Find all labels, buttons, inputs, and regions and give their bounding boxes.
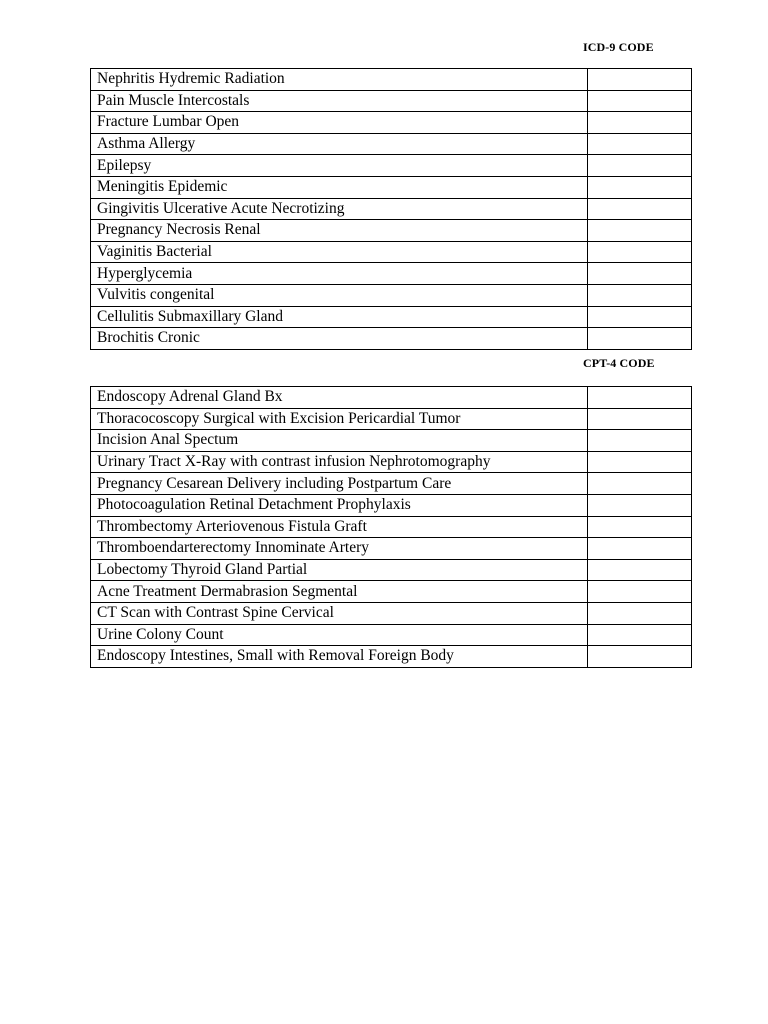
icd9-description-cell: Hyperglycemia <box>91 263 588 285</box>
icd9-code-cell[interactable] <box>588 176 692 198</box>
cpt4-code-heading: CPT-4 CODE <box>583 356 655 370</box>
cpt4-code-cell[interactable] <box>588 538 692 560</box>
icd9-table-body <box>91 69 692 350</box>
cpt4-description-cell: Thrombectomy Arteriovenous Fistula Graft <box>91 516 588 538</box>
cpt4-table-row <box>91 494 692 516</box>
icd9-description-cell: Pain Muscle Intercostals <box>91 90 588 112</box>
cpt4-table-row <box>91 408 692 430</box>
icd9-description-cell: Epilepsy <box>91 155 588 177</box>
cpt4-description-cell: Acne Treatment Dermabrasion Segmental <box>91 581 588 603</box>
cpt4-description-cell: Endoscopy Intestines, Small with Removal Foreign Body <box>91 646 588 668</box>
cpt4-code-cell[interactable] <box>588 581 692 603</box>
icd9-description-cell: Gingivitis Ulcerative Acute Necrotizing <box>91 198 588 220</box>
icd9-table-row <box>91 241 692 263</box>
cpt4-code-cell[interactable] <box>588 646 692 668</box>
cpt4-table-row <box>91 451 692 473</box>
icd9-table-row <box>91 328 692 350</box>
cpt4-table-row <box>91 602 692 624</box>
cpt4-description-cell: Photocoagulation Retinal Detachment Prophylaxis <box>91 494 588 516</box>
cpt4-code-cell[interactable] <box>588 624 692 646</box>
icd9-code-cell[interactable] <box>588 263 692 285</box>
cpt4-code-cell[interactable] <box>588 451 692 473</box>
icd9-table-row <box>91 155 692 177</box>
cpt4-code-cell[interactable] <box>588 408 692 430</box>
icd9-table-row <box>91 263 692 285</box>
cpt4-code-cell[interactable] <box>588 494 692 516</box>
icd9-code-cell[interactable] <box>588 112 692 134</box>
icd9-description-cell: Cellulitis Submaxillary Gland <box>91 306 588 328</box>
icd9-code-heading: ICD-9 CODE <box>583 40 654 54</box>
icd9-code-cell[interactable] <box>588 90 692 112</box>
icd9-table-row <box>91 112 692 134</box>
icd9-code-cell[interactable] <box>588 133 692 155</box>
cpt4-description-cell: Urinary Tract X-Ray with contrast infusion Nephrotomography <box>91 451 588 473</box>
cpt4-table-row <box>91 538 692 560</box>
cpt4-code-cell[interactable] <box>588 430 692 452</box>
cpt4-code-cell[interactable] <box>588 473 692 495</box>
icd9-code-cell[interactable] <box>588 220 692 242</box>
icd9-table-row <box>91 306 692 328</box>
cpt4-table-row <box>91 624 692 646</box>
cpt4-table-row <box>91 430 692 452</box>
icd9-description-cell: Fracture Lumbar Open <box>91 112 588 134</box>
icd9-description-cell: Brochitis Cronic <box>91 328 588 350</box>
cpt4-description-cell: Thromboendarterectomy Innominate Artery <box>91 538 588 560</box>
icd9-table-row <box>91 176 692 198</box>
cpt4-table-row <box>91 516 692 538</box>
cpt4-table-row <box>91 387 692 409</box>
icd9-table-row <box>91 284 692 306</box>
cpt4-description-cell: Lobectomy Thyroid Gland Partial <box>91 559 588 581</box>
icd9-code-table <box>90 68 692 350</box>
icd9-description-cell: Meningitis Epidemic <box>91 176 588 198</box>
icd9-code-cell[interactable] <box>588 69 692 91</box>
icd9-table-row <box>91 133 692 155</box>
cpt4-description-cell: Pregnancy Cesarean Delivery including Postpartum Care <box>91 473 588 495</box>
icd9-description-cell: Nephritis Hydremic Radiation <box>91 69 588 91</box>
cpt4-table-row <box>91 559 692 581</box>
cpt4-code-cell[interactable] <box>588 387 692 409</box>
cpt4-description-cell: Incision Anal Spectum <box>91 430 588 452</box>
cpt4-code-cell[interactable] <box>588 516 692 538</box>
icd9-code-cell[interactable] <box>588 155 692 177</box>
icd9-description-cell: Vaginitis Bacterial <box>91 241 588 263</box>
cpt4-code-table <box>90 386 692 668</box>
cpt4-code-cell[interactable] <box>588 559 692 581</box>
cpt4-table-row <box>91 581 692 603</box>
icd9-description-cell: Pregnancy Necrosis Renal <box>91 220 588 242</box>
cpt4-table-row <box>91 473 692 495</box>
cpt4-code-cell[interactable] <box>588 602 692 624</box>
icd9-code-cell[interactable] <box>588 306 692 328</box>
icd9-table-row <box>91 220 692 242</box>
cpt4-description-cell: Urine Colony Count <box>91 624 588 646</box>
icd9-description-cell: Asthma Allergy <box>91 133 588 155</box>
icd9-code-cell[interactable] <box>588 198 692 220</box>
cpt4-description-cell: Thoracocoscopy Surgical with Excision Pericardial Tumor <box>91 408 588 430</box>
icd9-table-row <box>91 198 692 220</box>
cpt4-table-row <box>91 646 692 668</box>
cpt4-description-cell: Endoscopy Adrenal Gland Bx <box>91 387 588 409</box>
icd9-table-row <box>91 69 692 91</box>
cpt4-description-cell: CT Scan with Contrast Spine Cervical <box>91 602 588 624</box>
icd9-code-cell[interactable] <box>588 284 692 306</box>
icd9-description-cell: Vulvitis congenital <box>91 284 588 306</box>
cpt4-table-body <box>91 387 692 668</box>
icd9-table-row <box>91 90 692 112</box>
icd9-code-cell[interactable] <box>588 241 692 263</box>
icd9-code-cell[interactable] <box>588 328 692 350</box>
